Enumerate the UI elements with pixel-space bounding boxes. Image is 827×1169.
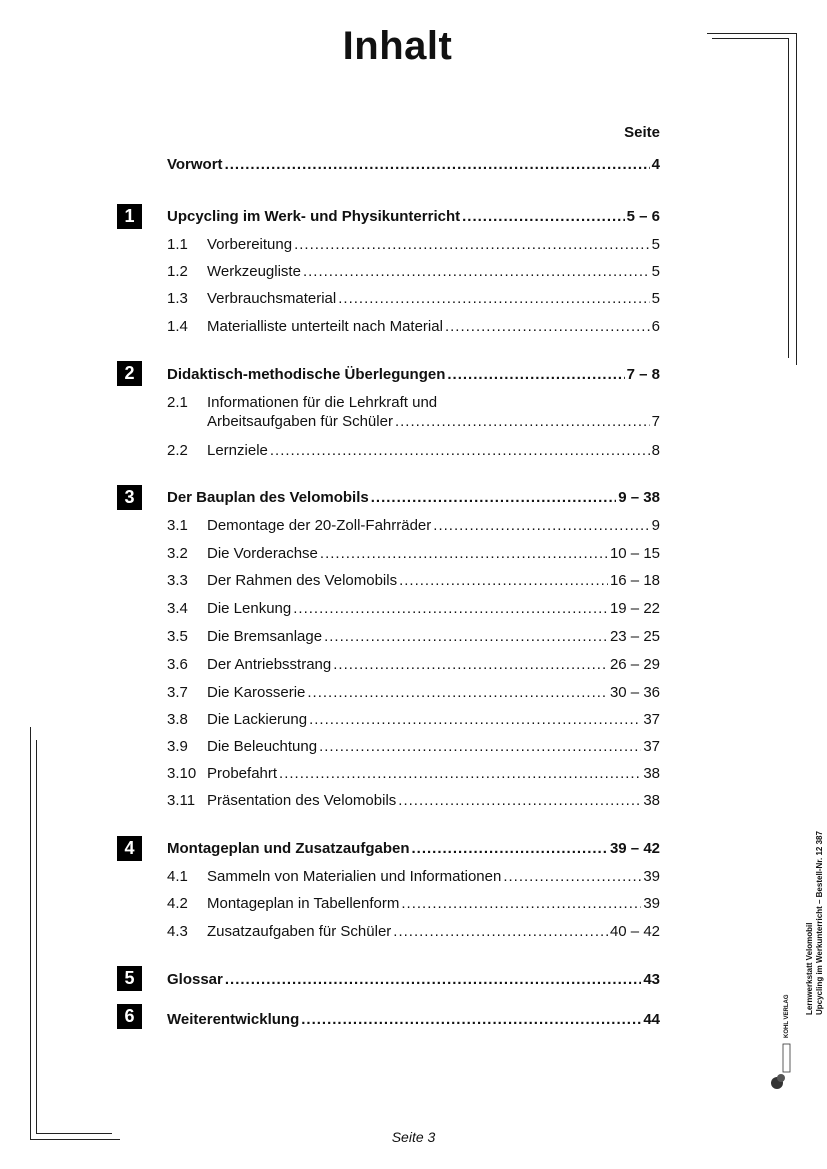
toc-page: 39: [643, 895, 660, 912]
chapter-number-badge: 2: [117, 361, 142, 386]
toc-label: Die Karosserie: [207, 684, 306, 701]
dot-leader: [447, 366, 624, 384]
toc-number: 3.1: [167, 517, 188, 534]
dot-leader: [225, 971, 641, 989]
toc-number: 3.8: [167, 711, 188, 728]
toc-number: 2.2: [167, 442, 188, 459]
toc-item: [167, 600, 660, 618]
toc-label: Weiterentwicklung: [167, 1011, 300, 1028]
toc-page: 5: [651, 290, 660, 307]
toc-number: 3.11: [167, 792, 196, 809]
toc-label: Glossar: [167, 971, 223, 988]
toc-label: Montageplan und Zusatzaufgaben: [167, 840, 410, 857]
dot-leader: [303, 263, 650, 281]
toc-page: 37: [643, 711, 660, 728]
toc-label: Die Lenkung: [207, 600, 292, 617]
toc-page: 39 – 42: [609, 840, 660, 857]
dot-leader: [333, 656, 608, 674]
chapter-number-badge: 5: [117, 966, 142, 991]
toc-label: Vorbereitung: [207, 236, 293, 253]
toc-item: [167, 263, 660, 281]
toc-page: 7 – 8: [626, 366, 660, 383]
toc-page: 39: [643, 868, 660, 885]
toc-number: 4.3: [167, 923, 188, 940]
toc-chapter: [167, 489, 660, 507]
toc-item: [167, 236, 660, 254]
toc-label: Sammeln von Materialien und Informationen: [207, 868, 502, 885]
toc-page: 4: [651, 156, 660, 173]
toc-page: 43: [643, 971, 660, 988]
page-number-footer: Seite 3: [391, 1129, 436, 1145]
dot-leader: [279, 765, 641, 783]
toc-item: [167, 545, 660, 563]
toc-item: [167, 628, 660, 646]
toc-label: Die Bremsanlage: [207, 628, 323, 645]
toc-page: 44: [643, 1011, 660, 1028]
toc-page: 6: [651, 318, 660, 335]
toc-page: 19 – 22: [609, 600, 660, 617]
dot-leader: [371, 489, 617, 507]
side-series-subtitle: Upcycling im Werkunterricht – Bestell-Nr. 12 387: [815, 831, 824, 1015]
dot-leader: [320, 545, 608, 563]
dot-leader: [433, 517, 649, 535]
toc-item: [167, 394, 660, 412]
chapter-number-badge: 4: [117, 836, 142, 861]
dot-leader: [395, 413, 650, 431]
dot-leader: [270, 442, 650, 460]
toc-page: 16 – 18: [609, 572, 660, 589]
toc-item: [167, 442, 660, 460]
toc-number: 2.1: [167, 394, 188, 411]
toc-label: Demontage der 20-Zoll-Fahrräder: [207, 517, 432, 534]
toc-label: Der Bauplan des Velomobils: [167, 489, 369, 506]
dot-leader: [393, 923, 608, 941]
toc-label: Didaktisch-methodische Überlegungen: [167, 366, 446, 383]
toc-page: 38: [643, 792, 660, 809]
toc-label: Präsentation des Velomobils: [207, 792, 397, 809]
dot-leader: [462, 208, 625, 226]
toc-item: [167, 684, 660, 702]
toc-page: 37: [643, 738, 660, 755]
toc-label: Arbeitsaufgaben für Schüler: [207, 413, 393, 430]
dot-leader: [399, 572, 608, 590]
toc-vorwort: [167, 156, 660, 174]
toc-number: 1.2: [167, 263, 188, 280]
dot-leader: [503, 868, 641, 886]
toc-number: 4.2: [167, 895, 188, 912]
side-series-info: [805, 831, 825, 1015]
page-column-header: Seite: [624, 124, 660, 141]
toc-item: [167, 738, 660, 756]
side-series-title: Lernwerkstatt Velomobil: [805, 922, 814, 1015]
toc-page: 5 – 6: [626, 208, 660, 225]
toc-label: Verbrauchsmaterial: [207, 290, 337, 307]
toc-item: [167, 868, 660, 886]
dot-leader: [445, 318, 650, 336]
toc-number: 3.3: [167, 572, 188, 589]
dot-leader: [309, 711, 641, 729]
dot-leader: [398, 792, 641, 810]
toc-label: Der Rahmen des Velomobils: [207, 572, 398, 589]
toc-number: 3.9: [167, 738, 188, 755]
toc-number: 3.6: [167, 656, 188, 673]
toc-item: [167, 517, 660, 535]
toc-item: [167, 711, 660, 729]
toc-number: 3.5: [167, 628, 188, 645]
toc-label: Zusatzaufgaben für Schüler: [207, 923, 392, 940]
toc-page: 8: [651, 442, 660, 459]
toc-chapter: [167, 366, 660, 384]
toc-number: 1.1: [167, 236, 188, 253]
toc-number: 1.4: [167, 318, 188, 335]
toc-label: Der Antriebsstrang: [207, 656, 332, 673]
page-title: Inhalt: [342, 24, 453, 68]
dot-leader: [294, 236, 650, 254]
toc-label: Die Vorderachse: [207, 545, 318, 562]
toc-item: [167, 765, 660, 783]
chapter-number-badge: 1: [117, 204, 142, 229]
toc-label: Montageplan in Tabellenform: [207, 895, 400, 912]
toc-label: Die Lackierung: [207, 711, 308, 728]
toc-label-line1: Informationen für die Lehrkraft und: [207, 394, 438, 411]
toc-number: 1.3: [167, 290, 188, 307]
toc-page: 40 – 42: [609, 923, 660, 940]
toc-page: 30 – 36: [609, 684, 660, 701]
chapter-number-badge: 3: [117, 485, 142, 510]
dot-leader: [307, 684, 608, 702]
dot-leader: [338, 290, 649, 308]
dot-leader: [301, 1011, 641, 1029]
dot-leader: [401, 895, 641, 913]
toc-label: Materialliste unterteilt nach Material: [207, 318, 443, 335]
toc-item: [167, 413, 660, 431]
toc-label: Vorwort: [167, 156, 223, 173]
toc-label: Lernziele: [207, 442, 268, 459]
dot-leader: [412, 840, 608, 858]
toc-page: 23 – 25: [609, 628, 660, 645]
toc-item: [167, 290, 660, 308]
toc-page: 38: [643, 765, 660, 782]
publisher-logo-icon: [769, 1040, 791, 1092]
toc-page: 10 – 15: [609, 545, 660, 562]
toc-label: Probefahrt: [207, 765, 278, 782]
toc-page: 26 – 29: [609, 656, 660, 673]
toc-number: 3.4: [167, 600, 188, 617]
toc-chapter: [167, 971, 660, 989]
toc-item: [167, 656, 660, 674]
toc-page: 5: [651, 236, 660, 253]
toc-chapter: [167, 208, 660, 226]
toc-number: 3.10: [167, 765, 197, 782]
toc-item: [167, 895, 660, 913]
toc-number: 3.7: [167, 684, 188, 701]
toc-page: 9 – 38: [618, 489, 660, 506]
toc-page: 9: [651, 517, 660, 534]
dot-leader: [225, 156, 650, 174]
toc-label: Werkzeugliste: [207, 263, 301, 280]
toc-item: [167, 318, 660, 336]
toc-chapter: [167, 840, 660, 858]
toc-item: [167, 923, 660, 941]
dot-leader: [319, 738, 641, 756]
toc-page: 5: [651, 263, 660, 280]
chapter-number-badge: 6: [117, 1004, 142, 1029]
toc-page: 7: [651, 413, 660, 430]
toc-chapter: [167, 1011, 660, 1029]
toc-number: 3.2: [167, 545, 188, 562]
toc-item: [167, 792, 660, 810]
publisher-name: KOHL VERLAG: [784, 994, 790, 1038]
toc-number: 4.1: [167, 868, 188, 885]
toc-label: Upcycling im Werk- und Physikunterricht: [167, 208, 461, 225]
toc-item: [167, 572, 660, 590]
dot-leader: [324, 628, 608, 646]
dot-leader: [293, 600, 608, 618]
toc-label: Die Beleuchtung: [207, 738, 318, 755]
